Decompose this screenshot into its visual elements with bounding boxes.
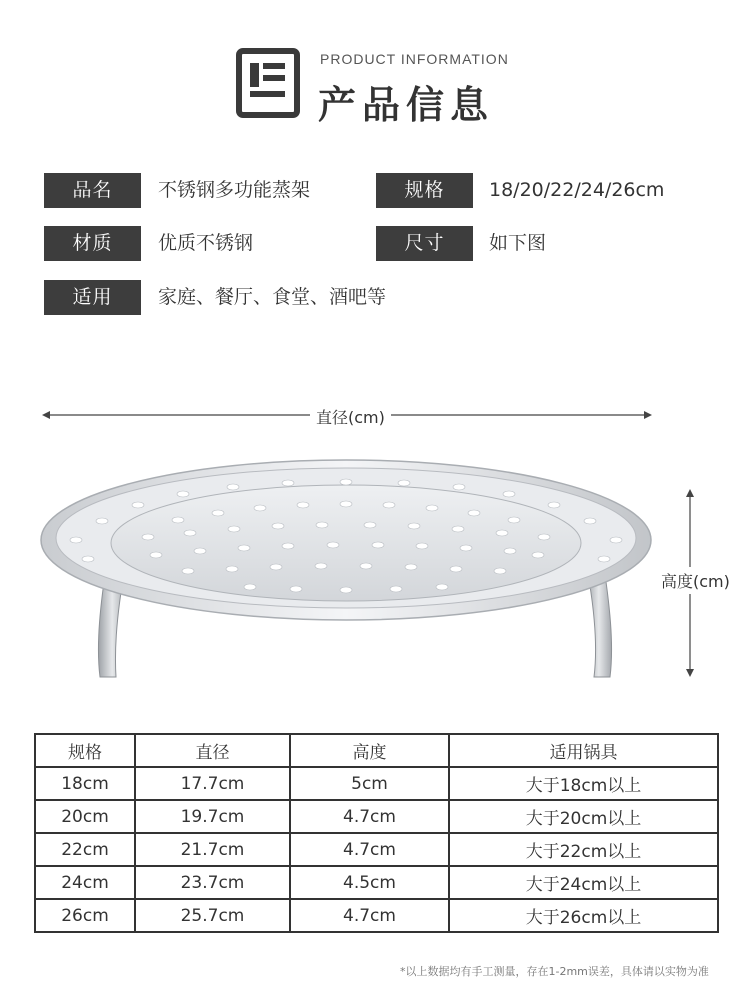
table-cell: 4.7cm	[290, 833, 449, 866]
size-tag: 尺寸	[376, 226, 473, 261]
header-subtitle: PRODUCT INFORMATION	[320, 51, 509, 67]
page-title: 产品信息	[318, 83, 495, 127]
table-cell: 大于24cm以上	[449, 866, 718, 899]
steamer-rack-image	[38, 455, 658, 685]
table-cell: 大于26cm以上	[449, 899, 718, 932]
table-cell: 25.7cm	[135, 899, 290, 932]
table-header-cell: 高度	[290, 734, 449, 767]
usage-tag: 适用	[44, 280, 141, 315]
table-cell: 4.7cm	[290, 800, 449, 833]
table-cell: 大于22cm以上	[449, 833, 718, 866]
table-cell: 18cm	[35, 767, 135, 800]
table-header-cell: 直径	[135, 734, 290, 767]
table-header-row	[35, 734, 718, 767]
table-row	[35, 833, 718, 866]
table-header-cell: 规格	[35, 734, 135, 767]
document-list-icon	[236, 48, 300, 118]
size-value: 如下图	[489, 232, 547, 254]
table-cell: 4.5cm	[290, 866, 449, 899]
table-row	[35, 899, 718, 932]
material-tag: 材质	[44, 226, 141, 261]
table-row	[35, 767, 718, 800]
table-cell: 19.7cm	[135, 800, 290, 833]
table-cell: 4.7cm	[290, 899, 449, 932]
table-cell: 23.7cm	[135, 866, 290, 899]
table-cell: 5cm	[290, 767, 449, 800]
table-cell: 22cm	[35, 833, 135, 866]
table-cell: 17.7cm	[135, 767, 290, 800]
table-cell: 24cm	[35, 866, 135, 899]
height-label: 高度(cm)	[661, 567, 730, 594]
name-value: 不锈钢多功能蒸架	[158, 179, 311, 201]
table-cell: 26cm	[35, 899, 135, 932]
table-cell: 20cm	[35, 800, 135, 833]
spec-tag: 规格	[376, 173, 473, 208]
table-row	[35, 866, 718, 899]
spec-table	[34, 733, 719, 933]
material-value: 优质不锈钢	[158, 232, 254, 254]
name-tag: 品名	[44, 173, 141, 208]
table-cell: 大于20cm以上	[449, 800, 718, 833]
spec-value: 18/20/22/24/26cm	[489, 179, 665, 201]
diameter-label: 直径(cm)	[310, 405, 391, 428]
table-header-cell: 适用锅具	[449, 734, 718, 767]
table-row	[35, 800, 718, 833]
usage-value: 家庭、餐厅、食堂、酒吧等	[158, 286, 387, 308]
table-cell: 大于18cm以上	[449, 767, 718, 800]
footnote: *以上数据均有手工测量，存在1-2mm误差，具体请以实物为准	[400, 965, 709, 978]
table-cell: 21.7cm	[135, 833, 290, 866]
